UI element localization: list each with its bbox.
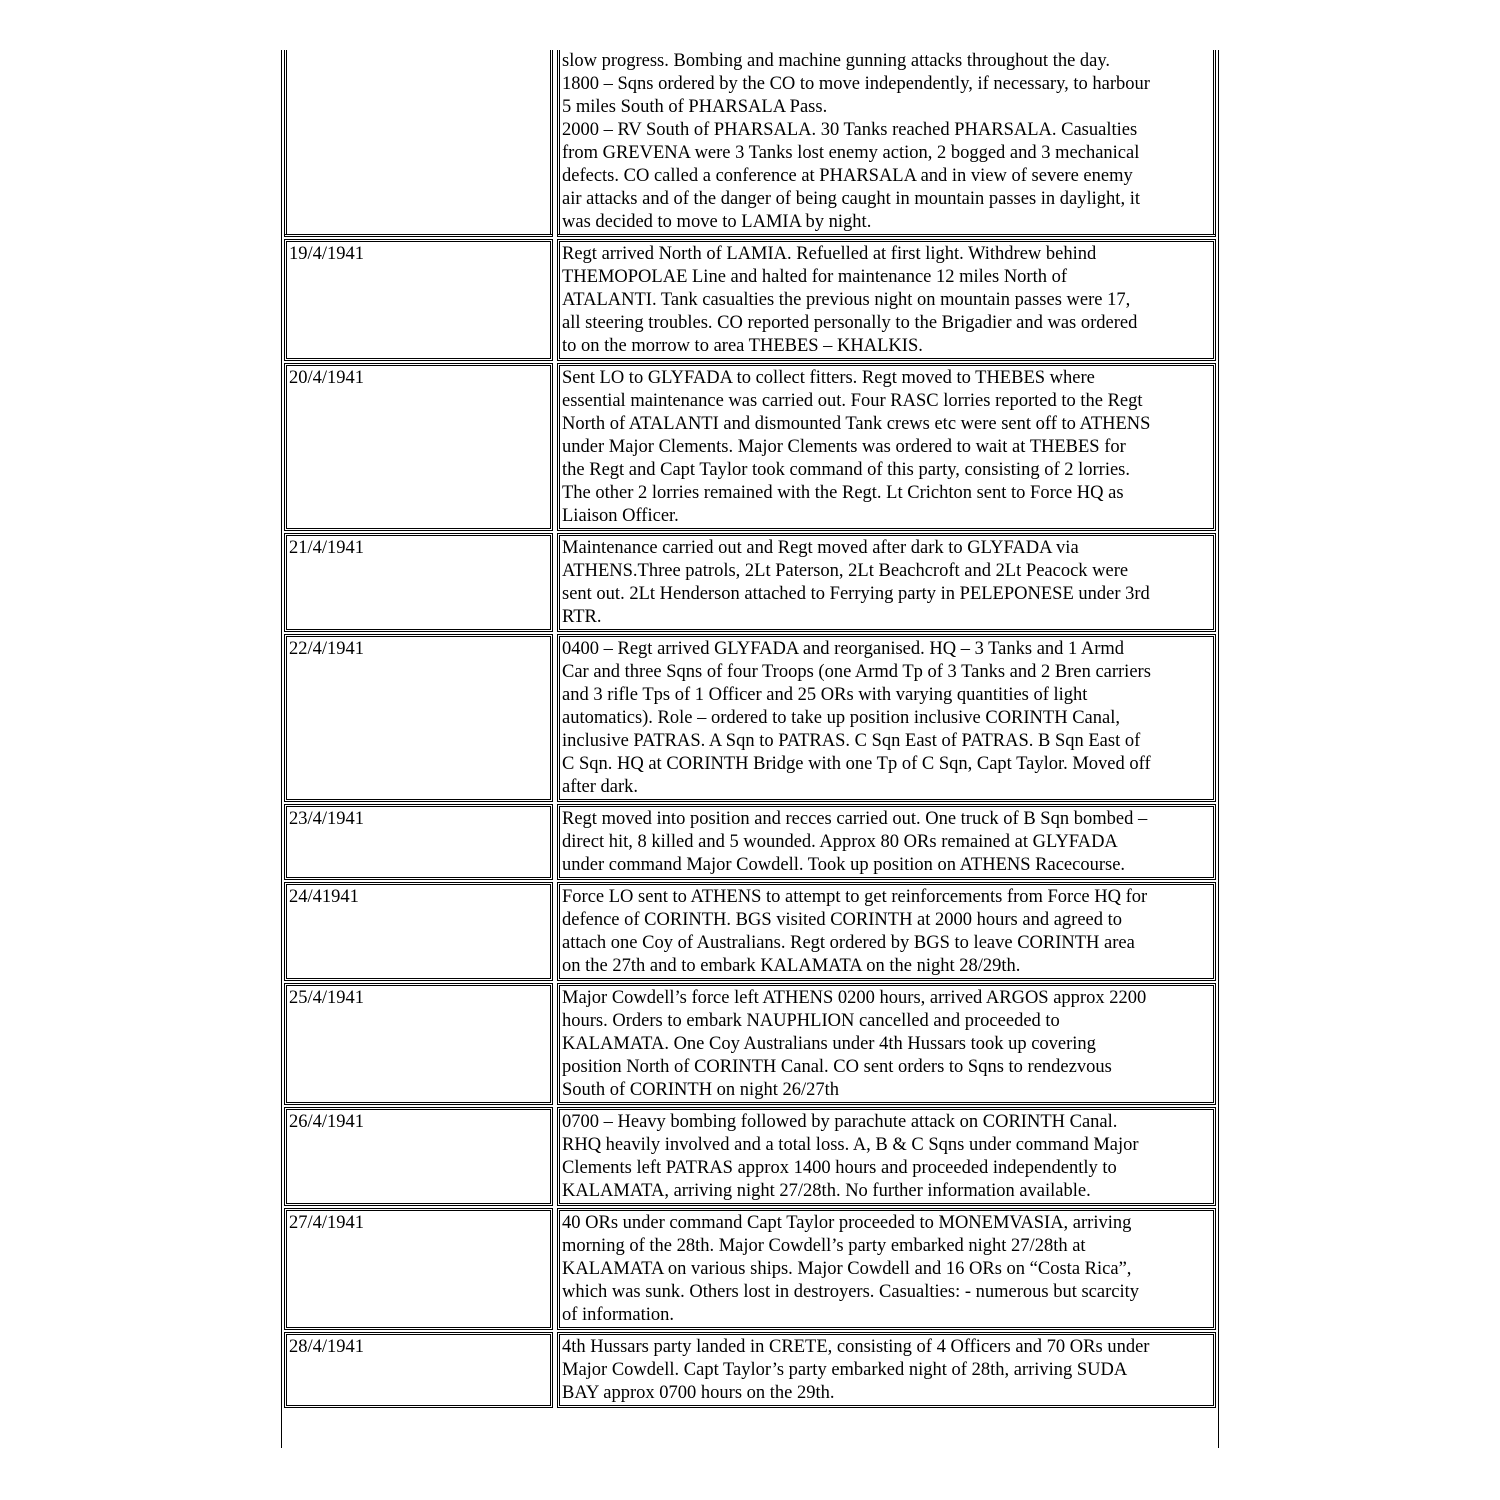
entry-line: the Regt and Capt Taylor took command of this party, consisting of 2 lorries.	[562, 460, 1130, 480]
table-row	[284, 1107, 1216, 1206]
entry-line: attach one Coy of Australians. Regt ordered by BGS to leave CORINTH area	[562, 933, 1135, 953]
entry-line: from GREVENA were 3 Tanks lost enemy action, 2 bogged and 3 mechanical	[562, 143, 1140, 163]
entry-line: inclusive PATRAS. A Sqn to PATRAS. C Sqn East of PATRAS. B Sqn East of	[562, 731, 1141, 751]
entry-text-cell	[557, 1107, 1216, 1206]
table-row	[284, 50, 1216, 237]
table-row	[284, 804, 1216, 880]
entry-line: KALAMATA, arriving night 27/28th. No further information available.	[562, 1181, 1091, 1201]
table-row	[284, 1208, 1216, 1330]
entry-text-cell	[557, 1332, 1216, 1408]
entry-line: 4th Hussars party landed in CRETE, consisting of 4 Officers and 70 ORs under	[562, 1337, 1150, 1357]
entry-line: under command Major Cowdell. Took up position on ATHENS Racecourse.	[562, 855, 1126, 875]
entry-line: 0400 – Regt arrived GLYFADA and reorganised. HQ – 3 Tanks and 1 Armd	[562, 639, 1125, 659]
entry-line: South of CORINTH on night 26/27th	[562, 1080, 839, 1100]
date-cell	[284, 50, 553, 237]
entry-line: Car and three Sqns of four Troops (one Armd Tp of 3 Tanks and 2 Bren carriers	[562, 662, 1151, 682]
entry-line: The other 2 lorries remained with the Regt. Lt Crichton sent to Force HQ as	[562, 483, 1124, 503]
entry-line: and 3 rifle Tps of 1 Officer and 25 ORs with varying quantities of light	[562, 685, 1088, 705]
date-cell: 21/4/1941	[284, 533, 553, 632]
entry-text-cell	[557, 634, 1216, 802]
entry-line: 1800 – Sqns ordered by the CO to move independently, if necessary, to harbour	[562, 74, 1150, 94]
entry-line: ATALANTI. Tank casualties the previous night on mountain passes were 17,	[562, 290, 1131, 310]
entry-line: defence of CORINTH. BGS visited CORINTH at 2000 hours and agreed to	[562, 910, 1123, 930]
entry-line: 2000 – RV South of PHARSALA. 30 Tanks reached PHARSALA. Casualties	[562, 120, 1138, 140]
entry-line: automatics). Role – ordered to take up position inclusive CORINTH Canal,	[562, 708, 1120, 728]
page-border-left	[281, 50, 282, 1448]
entry-line: Regt moved into position and recces carried out. One truck of B Sqn bombed –	[562, 809, 1148, 829]
entry-text-cell	[557, 363, 1216, 531]
entry-line: defects. CO called a conference at PHARSALA and in view of severe enemy	[562, 166, 1133, 186]
entry-line: Major Cowdell. Capt Taylor’s party embarked night of 28th, arriving SUDA	[562, 1360, 1128, 1380]
entry-line: sent out. 2Lt Henderson attached to Ferrying party in PELEPONESE under 3rd	[562, 584, 1150, 604]
entry-line: Sent LO to GLYFADA to collect fitters. Regt moved to THEBES where	[562, 368, 1095, 388]
entry-line: KALAMATA. One Coy Australians under 4th Hussars took up covering	[562, 1034, 1096, 1054]
entry-line: essential maintenance was carried out. Four RASC lorries reported to the Regt	[562, 391, 1143, 411]
entry-text-cell	[557, 882, 1216, 981]
entry-line: hours. Orders to embark NAUPHLION cancelled and proceeded to	[562, 1011, 1060, 1031]
date-cell: 24/41941	[284, 882, 553, 981]
table-row	[284, 239, 1216, 361]
table-row	[284, 983, 1216, 1105]
entry-line: direct hit, 8 killed and 5 wounded. Approx 80 ORs remained at GLYFADA	[562, 832, 1118, 852]
entry-line: morning of the 28th. Major Cowdell’s party embarked night 27/28th at	[562, 1236, 1086, 1256]
date-cell: 26/4/1941	[284, 1107, 553, 1206]
entry-line: after dark.	[562, 777, 639, 797]
entry-line: Maintenance carried out and Regt moved after dark to GLYFADA via	[562, 538, 1079, 558]
entry-line: all steering troubles. CO reported personally to the Brigadier and was ordered	[562, 313, 1138, 333]
entry-text-cell	[557, 50, 1216, 237]
entry-line: ATHENS.Three patrols, 2Lt Paterson, 2Lt Beachcroft and 2Lt Peacock were	[562, 561, 1129, 581]
empty-cell	[284, 1410, 553, 1454]
entry-line: KALAMATA on various ships. Major Cowdell and 16 ORs on “Costa Rica”,	[562, 1259, 1132, 1279]
date-cell: 25/4/1941	[284, 983, 553, 1105]
date-cell: 28/4/1941	[284, 1332, 553, 1408]
entry-line: air attacks and of the danger of being caught in mountain passes in daylight, it	[562, 189, 1140, 209]
empty-table-row	[284, 1410, 1216, 1454]
entry-line: to on the morrow to area THEBES – KHALKIS.	[562, 336, 923, 356]
entry-line: Force LO sent to ATHENS to attempt to get reinforcements from Force HQ for	[562, 887, 1148, 907]
war-diary-table	[284, 50, 1216, 1454]
entry-line: Clements left PATRAS approx 1400 hours and proceeded independently to	[562, 1158, 1117, 1178]
entry-text-cell	[557, 1208, 1216, 1330]
entry-line: under Major Clements. Major Clements was ordered to wait at THEBES for	[562, 437, 1126, 457]
entry-line: on the 27th and to embark KALAMATA on the night 28/29th.	[562, 956, 1021, 976]
entry-line: 0700 – Heavy bombing followed by parachute attack on CORINTH Canal.	[562, 1112, 1118, 1132]
entry-line: North of ATALANTI and dismounted Tank crews etc were sent off to ATHENS	[562, 414, 1151, 434]
entry-line: RTR.	[562, 607, 602, 627]
date-cell: 22/4/1941	[284, 634, 553, 802]
entry-line: slow progress. Bombing and machine gunning attacks throughout the day.	[562, 51, 1111, 71]
table-row	[284, 634, 1216, 802]
date-cell: 19/4/1941	[284, 239, 553, 361]
table-row	[284, 1332, 1216, 1408]
date-cell: 27/4/1941	[284, 1208, 553, 1330]
page-border-right	[1218, 50, 1219, 1448]
date-cell: 23/4/1941	[284, 804, 553, 880]
entry-text-cell	[557, 239, 1216, 361]
table-row	[284, 363, 1216, 531]
entry-line: which was sunk. Others lost in destroyers. Casualties: - numerous but scarcity	[562, 1282, 1139, 1302]
date-cell: 20/4/1941	[284, 363, 553, 531]
entry-line: 40 ORs under command Capt Taylor proceeded to MONEMVASIA, arriving	[562, 1213, 1132, 1233]
table-row	[284, 882, 1216, 981]
entry-line: position North of CORINTH Canal. CO sent orders to Sqns to rendezvous	[562, 1057, 1112, 1077]
entry-line: RHQ heavily involved and a total loss. A, B & C Sqns under command Major	[562, 1135, 1139, 1155]
entry-text-cell	[557, 533, 1216, 632]
entry-line: of information.	[562, 1305, 675, 1325]
entry-line: THEMOPOLAE Line and halted for maintenance 12 miles North of	[562, 267, 1068, 287]
table-row	[284, 533, 1216, 632]
entry-line: Major Cowdell’s force left ATHENS 0200 hours, arrived ARGOS approx 2200	[562, 988, 1147, 1008]
entry-text-cell	[557, 804, 1216, 880]
entry-text-cell	[557, 983, 1216, 1105]
entry-line: C Sqn. HQ at CORINTH Bridge with one Tp of C Sqn, Capt Taylor. Moved off	[562, 754, 1151, 774]
entry-line: Regt arrived North of LAMIA. Refuelled at first light. Withdrew behind	[562, 244, 1097, 264]
entry-line: BAY approx 0700 hours on the 29th.	[562, 1383, 835, 1403]
entry-line: was decided to move to LAMIA by night.	[562, 212, 872, 232]
entry-line: Liaison Officer.	[562, 506, 679, 526]
entry-line: 5 miles South of PHARSALA Pass.	[562, 97, 828, 117]
